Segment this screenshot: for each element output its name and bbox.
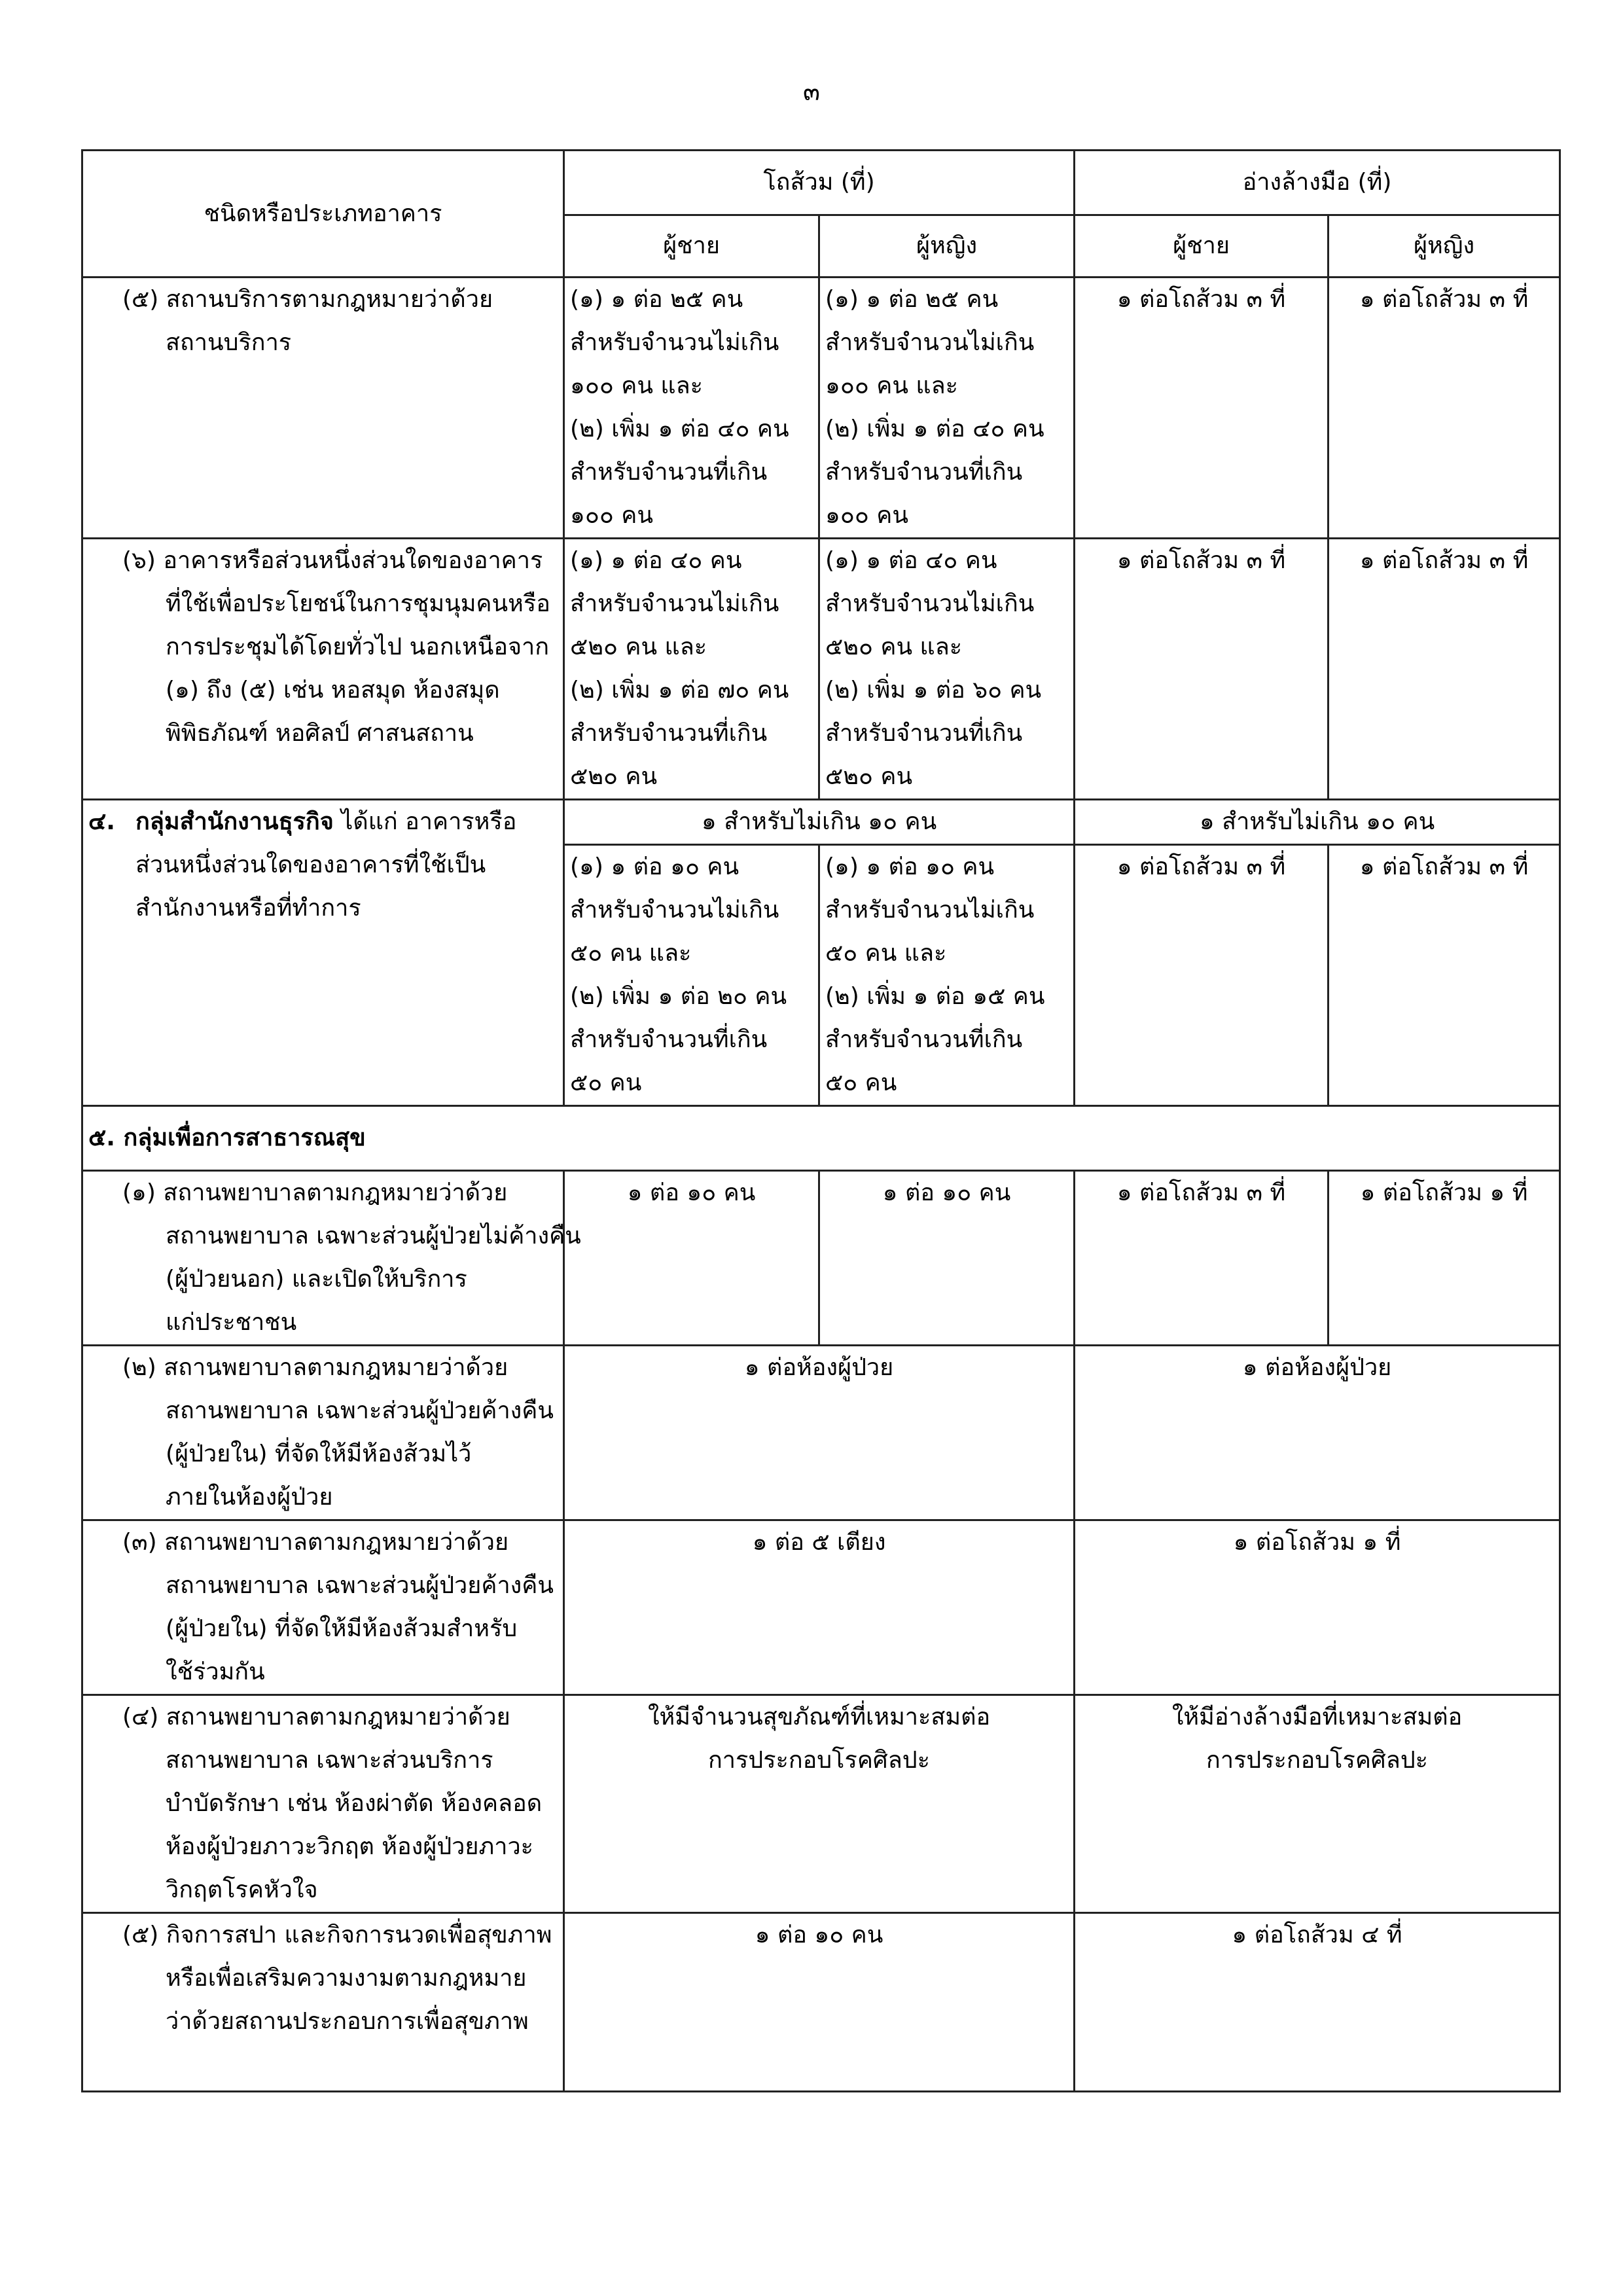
cell-line [88,800,558,844]
cell-line: (๕) สถานบริการตามกฎหมายว่าด้วย [122,286,493,313]
cell-line: ที่ใช้เพื่อประโยชน์ในการชุมนุมคนหรือ [166,590,550,617]
building-type-cell [82,1171,581,1346]
building-type-cell [82,278,564,539]
basin-female-cell: ๑ ต่อโถส้วม ๓ ที่ [1329,278,1560,539]
cell-line: สำหรับจำนวนที่เกิน [570,1026,768,1053]
cell-line: ๑๐๐ คน [825,502,908,529]
basin-male-cell: ๑ ต่อโถส้วม ๓ ที่ [1075,278,1329,539]
cell-line: (๑) ๑ ต่อ ๔๐ คน [825,547,997,574]
cell-line: ให้มีอ่างล้างมือที่เหมาะสมต่อ [1171,1704,1463,1731]
header-toilet-male: ผู้ชาย [564,215,819,278]
toilet-male-cell [564,539,819,800]
cell-line: ๑ ต่อห้องผู้ป่วย [744,1354,894,1381]
cell-line: พิพิธภัณฑ์ หอศิลป์ ศาสนสถาน [166,720,474,747]
cell-line: ๑๐๐ คน [570,502,653,529]
cell-line: สถานพยาบาล เฉพาะส่วนผู้ป่วยค้างคืน [166,1572,554,1599]
group-4-basin-small: ๑ สำหรับไม่เกิน ๑๐ คน [1075,800,1560,845]
header-toilet: โถส้วม (ที่) [564,151,1075,215]
cell-line: การประกอบโรคศิลปะ [1206,1747,1429,1774]
cell-line: (๑) ๑ ต่อ ๑๐ คน [570,853,740,880]
cell-line: สำหรับจำนวนไม่เกิน [825,329,1035,356]
cell-line: วิกฤตโรคหัวใจ [166,1876,318,1903]
toilet-female-cell [819,845,1075,1106]
cell-line: (๒) เพิ่ม ๑ ต่อ ๔๐ คน [570,416,789,442]
cell-line: ๑ ต่อ ๕ เตียง [752,1529,886,1556]
building-type-cell [82,1913,564,2092]
basin-male-cell: ๑ ต่อโถส้วม ๓ ที่ [1075,539,1329,800]
cell-line: การประชุมได้โดยทั่วไป นอกเหนือจาก [166,634,550,660]
cell-line: ใช้ร่วมกัน [166,1659,265,1685]
building-type-cell [82,1520,564,1695]
group-4-row [82,800,1560,845]
table-row [82,1520,1560,1695]
header-building-type: ชนิดหรือประเภทอาคาร [82,151,564,278]
toilet-combined-cell [564,1520,1075,1695]
cell-line: (๑) ๑ ต่อ ๔๐ คน [570,547,742,574]
toilet-female-cell: ๑ ต่อ ๑๐ คน [819,1171,1075,1346]
basin-female-cell: ๑ ต่อโถส้วม ๓ ที่ [1329,539,1560,800]
cell-line: สำหรับจำนวนที่เกิน [570,720,768,747]
cell-line: (๒) เพิ่ม ๑ ต่อ ๒๐ คน [570,983,787,1010]
cell-line: สำหรับจำนวนไม่เกิน [825,590,1035,617]
basin-female-cell: ๑ ต่อโถส้วม ๑ ที่ [1329,1171,1560,1346]
cell-line: ภายในห้องผู้ป่วย [166,1484,333,1511]
cell-line: (๑) ๑ ต่อ ๑๐ คน [825,853,995,880]
toilet-male-cell: ๑ ต่อ ๑๐ คน [564,1171,819,1346]
page-number: ๓ [803,77,820,106]
cell-line: ๕๒๐ คน และ [570,634,707,660]
cell-line: ๕๒๐ คน [825,763,913,790]
cell-line: ห้องผู้ป่วยภาวะวิกฤต ห้องผู้ป่วยภาวะ [166,1833,533,1860]
cell-line: สำหรับจำนวนไม่เกิน [825,897,1035,924]
cell-line: ๕๒๐ คน [570,763,658,790]
cell-line: ๑ ต่อโถส้วม ๑ ที่ [1233,1529,1401,1556]
cell-line: สถานบริการ [166,329,292,356]
table-row [82,539,1560,800]
cell-line: (๑) ๑ ต่อ ๒๕ คน [570,286,743,313]
header-toilet-female: ผู้หญิง [819,215,1075,278]
toilet-female-cell [819,539,1075,800]
cell-line: (๑) ๑ ต่อ ๒๕ คน [825,286,999,313]
cell-line: ๑๐๐ คน และ [570,372,703,399]
toilet-male-cell [564,845,819,1106]
table-row [82,278,1560,539]
cell-line: (๔) สถานพยาบาลตามกฎหมายว่าด้วย [122,1704,510,1731]
cell-line: สำหรับจำนวนที่เกิน [570,459,768,486]
basin-male-cell: ๑ ต่อโถส้วม ๓ ที่ [1075,845,1329,1106]
cell-line: ว่าด้วยสถานประกอบการเพื่อสุขภาพ [166,2008,529,2035]
header-basin: อ่างล้างมือ (ที่) [1075,151,1560,215]
cell-line: (๕) กิจการสปา และกิจการนวดเพื่อสุขภาพ [122,1922,552,1948]
cell-line: (๖) อาคารหรือส่วนหนึ่งส่วนใดของอาคาร [122,547,543,574]
building-type-cell [82,1346,564,1520]
cell-line: (๒) เพิ่ม ๑ ต่อ ๔๐ คน [825,416,1044,442]
group-number: ๔. [88,808,115,835]
cell-line: สำหรับจำนวนไม่เกิน [570,897,779,924]
table-row [82,1171,1560,1346]
group-4-toilet-small: ๑ สำหรับไม่เกิน ๑๐ คน [564,800,1075,845]
cell-line: หรือเพื่อเสริมความงามตามกฎหมาย [166,1965,527,1992]
cell-line: ๑๐๐ คน และ [825,372,958,399]
cell-line: สถานพยาบาล เฉพาะส่วนผู้ป่วยค้างคืน [166,1397,554,1424]
building-type-cell [82,539,564,800]
header-basin-male: ผู้ชาย [1075,215,1329,278]
toilet-combined-cell [564,1695,1075,1913]
cell-line: (ผู้ป่วยใน) ที่จัดให้มีห้องส้วมไว้ [166,1441,472,1467]
group-5-row [82,1106,1560,1171]
basin-male-cell: ๑ ต่อโถส้วม ๓ ที่ [1075,1171,1329,1346]
cell-line: บำบัดรักษา เช่น ห้องผ่าตัด ห้องคลอด [166,1790,543,1817]
table-row [82,1913,1560,2092]
cell-line: สำหรับจำนวนไม่เกิน [570,590,779,617]
group-title-rest: ได้แก่ อาคารหรือ [333,808,517,835]
header-row [82,151,1560,215]
cell-line: ๑ ต่อห้องผู้ป่วย [1242,1354,1392,1381]
table-row [82,1695,1560,1913]
cell-line: ๕๐ คน และ [825,940,947,967]
cell-line: สำหรับจำนวนที่เกิน [825,1026,1023,1053]
basin-combined-cell [1075,1346,1560,1520]
cell-line: (๒) เพิ่ม ๑ ต่อ ๑๕ คน [825,983,1045,1010]
building-type-cell [82,1695,564,1913]
cell-line: ๑ ต่อโถส้วม ๔ ที่ [1232,1922,1402,1948]
toilet-combined-cell [564,1346,1075,1520]
basin-combined-cell [1075,1520,1560,1695]
toilet-female-cell [819,278,1075,539]
basin-female-cell: ๑ ต่อโถส้วม ๓ ที่ [1329,845,1560,1106]
toilet-male-cell [564,278,819,539]
cell-line: สำหรับจำนวนไม่เกิน [570,329,779,356]
cell-line: (๒) เพิ่ม ๑ ต่อ ๖๐ คน [825,677,1042,704]
group-4-title-cell [82,800,564,1106]
cell-line: (๑) ถึง (๕) เช่น หอสมุด ห้องสมุด [166,677,500,704]
cell-line: ๕๐ คน [825,1069,897,1096]
cell-line: (๒) เพิ่ม ๑ ต่อ ๗๐ คน [570,677,789,704]
cell-line: (๑) สถานพยาบาลตามกฎหมายว่าด้วย [122,1179,508,1206]
cell-line: (ผู้ป่วยใน) ที่จัดให้มีห้องส้วมสำหรับ [166,1615,518,1642]
table-row [82,1346,1560,1520]
cell-line: แก่ประชาชน [166,1309,297,1336]
cell-line: สำหรับจำนวนที่เกิน [825,720,1023,747]
cell-line: ๕๒๐ คน และ [825,634,963,660]
cell-line: ๕๐ คน [570,1069,642,1096]
group-title: กลุ่มสำนักงานธุรกิจ [135,808,334,835]
cell-line: ๑ ต่อ ๑๐ คน [755,1922,883,1948]
cell-line: (ผู้ป่วยนอก) และเปิดให้บริการ [166,1266,467,1293]
cell-line: สถานพยาบาล เฉพาะส่วนบริการ [166,1747,493,1774]
cell-line: สถานพยาบาล เฉพาะส่วนผู้ป่วยไม่ค้างคืน [166,1223,581,1249]
basin-combined-cell [1075,1695,1560,1913]
header-basin-female: ผู้หญิง [1329,215,1560,278]
sanitary-requirements-table [81,149,1561,2092]
cell-line: ส่วนหนึ่งส่วนใดของอาคารที่ใช้เป็น [135,852,486,878]
cell-line: การประกอบโรคศิลปะ [708,1747,930,1774]
cell-line: (๓) สถานพยาบาลตามกฎหมายว่าด้วย [122,1529,509,1556]
cell-line: สำหรับจำนวนที่เกิน [825,459,1023,486]
cell-line: สำนักงานหรือที่ทำการ [135,895,361,922]
cell-line: ๕๐ คน และ [570,940,692,967]
cell-line: (๒) สถานพยาบาลตามกฎหมายว่าด้วย [122,1354,508,1381]
cell-line: ให้มีจำนวนสุขภัณฑ์ที่เหมาะสมต่อ [647,1704,991,1731]
basin-combined-cell [1075,1913,1560,2092]
group-5-title: ๕. กลุ่มเพื่อการสาธารณสุข [82,1106,1560,1171]
toilet-combined-cell [564,1913,1075,2092]
